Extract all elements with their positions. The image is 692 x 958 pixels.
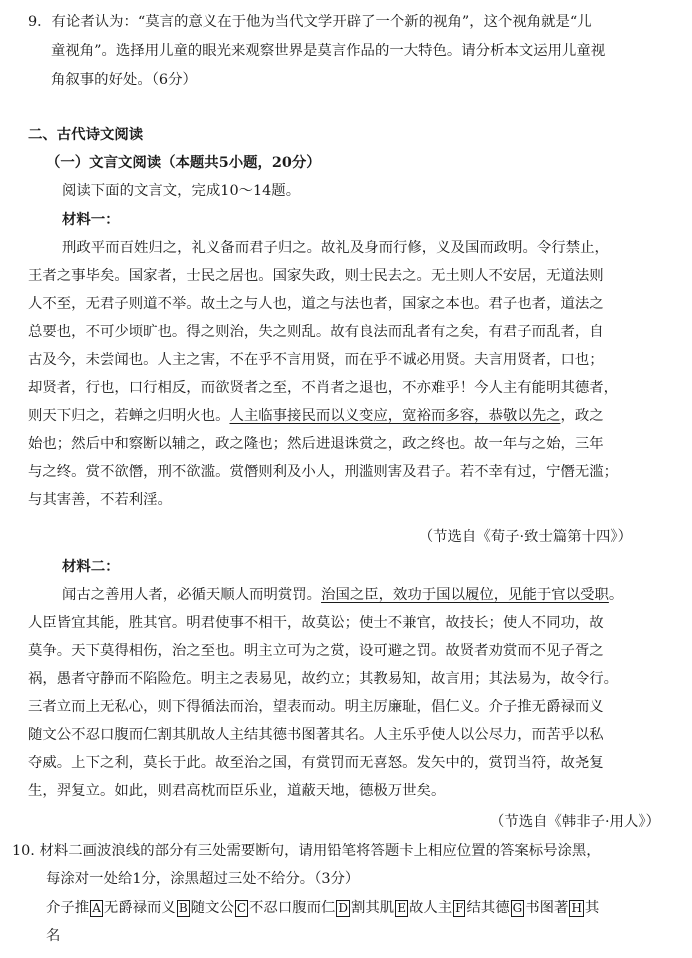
- material-2-line: 生，羿复立。如此，则君高枕而臣乐业，道蔽天地，德极万世矣。: [28, 783, 446, 799]
- option-segment: 其: [584, 900, 600, 916]
- option-segment: 故人主: [408, 900, 453, 916]
- material-2-line-underlined: [62, 585, 623, 605]
- option-mark-e[interactable]: E: [397, 901, 406, 915]
- q9-line-1: 9．有论者认为：“莫言的意义在于他为当代文学开辟了一个新的视角”，这个视角就是“儿: [28, 14, 592, 30]
- subsection-title: （一）文言文阅读（本题共5小题，20分）: [46, 154, 321, 171]
- q10-line-1: 10. 材料二画波浪线的部分有三处需要断句，请用铅笔将答题卡上相应位置的答案标号涂黑，: [12, 843, 601, 859]
- option-segment: 随文公: [190, 900, 234, 916]
- material-1-title: 材料一：: [62, 211, 120, 228]
- material-1-line: 刑政平而百姓归之，礼义备而君子归之。故礼及身而行修，义及国而政明。令行禁止，: [62, 240, 609, 256]
- q10-line-2: 每涂对一处给1分，涂黑超过三处不给分。（3分）: [46, 871, 360, 887]
- option-mark-d[interactable]: D: [338, 901, 349, 915]
- section-title: 二、古代诗文阅读: [28, 126, 144, 143]
- text-segment: 闻古之善用人者，必循天顺人而明赏罚。: [62, 587, 322, 603]
- option-segment: 结其德: [466, 900, 510, 916]
- material-1-line: 与其害善，不若利淫。: [28, 492, 172, 508]
- option-segment: 书图著: [525, 900, 569, 916]
- text-segment: 。: [608, 587, 624, 603]
- material-1-line: 人不至，无君子则道不举。故土之与人也，道之与法也者，国家之本也。君子也者，道法之: [28, 296, 604, 312]
- option-segment: 无爵禄而义: [103, 900, 176, 916]
- option-mark-g[interactable]: G: [512, 901, 523, 915]
- material-2-line: 祸，愚者守静而不陷险危。明主之表易见，故约立；其教易知，故言用；其法易为，故令行。: [28, 671, 619, 687]
- option-mark-c[interactable]: C: [236, 901, 247, 915]
- material-1-source: （节选自《荀子·致士篇第十四》）: [418, 529, 632, 545]
- option-mark-f[interactable]: F: [455, 901, 464, 915]
- option-mark-a[interactable]: A: [92, 901, 101, 915]
- text-segment: ，政之: [560, 408, 604, 424]
- option-segment: 不忍口腹而仁: [249, 900, 336, 916]
- section-intro: 阅读下面的文言文，完成10～14题。: [62, 183, 301, 199]
- material-1-line: 与之终。赏不欲僭，刑不欲滥。赏僭则利及小人，刑滥则害及君子。若不幸有过，宁僭无滥；: [28, 464, 619, 480]
- material-1-line: 王者之事毕矣。国家者，士民之居也。国家失政，则士民去之。无土则人不安居，无道法则: [28, 268, 604, 284]
- material-2-line: 随文公不忍口腹而仁割其肌故人主结其德书图著其名。人主乐乎使人以公尽力，而苦乎以私: [28, 727, 604, 743]
- material-2-source: （节选自《韩非子·用人》）: [489, 814, 660, 830]
- material-1-line-underlined: [28, 406, 604, 426]
- underlined-sentence: 治国之臣，效功于国以履位，见能于官以受职: [321, 587, 609, 603]
- material-2-line: 人臣皆宜其能，胜其官。明君使事不相干，故莫讼；使士不兼官，故技长；使人不同功，故: [28, 615, 604, 631]
- underlined-sentence: 人主临事接民而以义变应，宽裕而多容，恭敬以先之: [229, 408, 561, 424]
- q10-option-line-tail: 名: [46, 928, 61, 944]
- q9-line-2: 童视角”。选择用儿童的眼光来观察世界是莫言作品的一大特色。请分析本文运用儿童视: [51, 43, 606, 59]
- material-1-line: 总要也，不可少顷旷也。得之则治，失之则乱。故有良法而乱者有之矣，有君子而乱者，自: [28, 324, 604, 340]
- material-1-line: 始也；然后中和察断以辅之，政之隆也；然后进退诛赏之，政之终也。故一年与之始，三年: [28, 436, 604, 452]
- option-segment: 介子推: [46, 900, 90, 916]
- option-mark-b[interactable]: B: [178, 901, 188, 915]
- q10-option-line: [46, 898, 599, 918]
- material-1-line: 却贤者，行也，口行相反，而欲贤者之至，不肖者之退也，不亦难乎！今人主有能明其德者，: [28, 380, 619, 396]
- option-mark-h[interactable]: H: [571, 901, 582, 915]
- material-2-title: 材料二：: [62, 558, 120, 575]
- material-1-line: 古及今，未尝闻也。人主之害，不在乎不言用贤，而在乎不诚必用贤。夫言用贤者，口也；: [28, 352, 604, 368]
- material-2-line: 夺威。上下之利，莫长于此。故至治之国，有赏罚而无喜怒。发矢中的，赏罚当符，故尧复: [28, 755, 604, 771]
- option-segment: 割其肌: [351, 900, 395, 916]
- q9-line-3: 角叙事的好处。（6分）: [51, 72, 197, 88]
- material-2-line: 三者立而上无私心，则下得循法而治，望表而动。明主厉廉耻，倡仁义。介子推无爵禄而义: [28, 699, 604, 715]
- text-segment: 则天下归之，若蝉之归明火也。: [28, 408, 230, 424]
- material-2-line: 莫争。天下莫得相伤，治之至也。明主立可为之赏，设可避之罚。故贤者劝赏而不见子胥之: [28, 643, 604, 659]
